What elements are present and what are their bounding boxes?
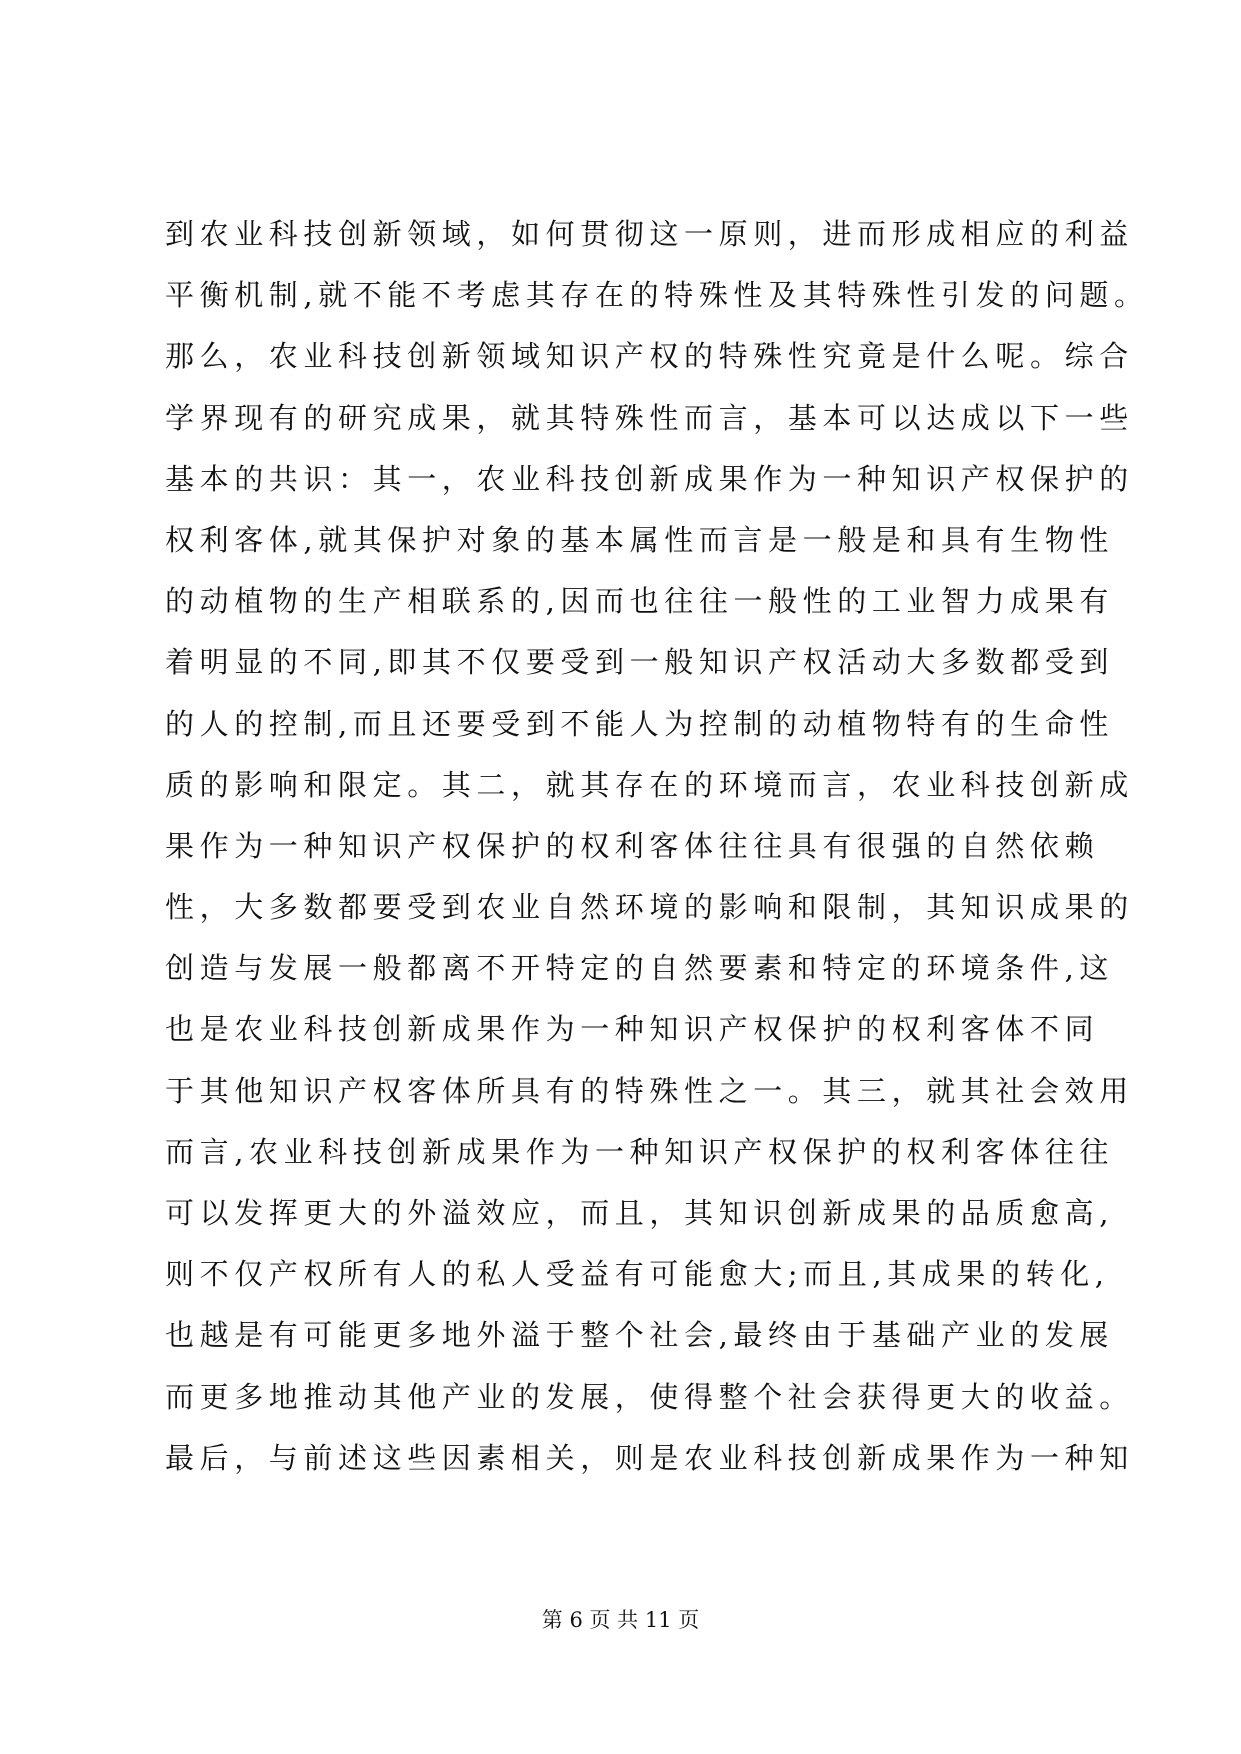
text-line: 质的影响和限定。其二，就其存在的环境而言，农业科技创新成 <box>165 767 1134 802</box>
text-line: 果作为一种知识产权保护的权利客体往往具有很强的自然依赖 <box>165 828 1100 863</box>
text-line: 最后，与前述这些因素相关，则是农业科技创新成果作为一种知 <box>165 1440 1134 1475</box>
text-line: 学界现有的研究成果，就其特殊性而言，基本可以达成以下一些 <box>165 400 1134 435</box>
text-line: 性，大多数都要受到农业自然环境的影响和限制，其知识成果的 <box>165 890 1134 925</box>
text-line: 也越是有可能更多地外溢于整个社会,最终由于基础产业的发展 <box>165 1318 1115 1353</box>
text-line: 基本的共识：其一，农业科技创新成果作为一种知识产权保护的 <box>165 461 1134 496</box>
text-line: 到农业科技创新领域，如何贯彻这一原则，进而形成相应的利益 <box>165 217 1134 251</box>
page-number-footer: 第 6 页 共 11 页 <box>541 1608 700 1632</box>
text-line: 着明显的不同,即其不仅要受到一般知识产权活动大多数都受到 <box>165 645 1115 680</box>
text-line: 那么，农业科技创新领域知识产权的特殊性究竟是什么呢。综合 <box>165 339 1134 374</box>
text-line: 权利客体,就其保护对象的基本属性而言是一般是和具有生物性 <box>165 522 1115 557</box>
body-text <box>165 204 1149 1489</box>
text-line: 的人的控制,而且还要受到不能人为控制的动植物特有的生命性 <box>165 706 1115 741</box>
text-line: 则不仅产权所有人的私人受益有可能愈大;而且,其成果的转化, <box>165 1257 1110 1292</box>
text-line: 于其他知识产权客体所具有的特殊性之一。其三，就其社会效用 <box>165 1073 1134 1108</box>
text-line: 而言,农业科技创新成果作为一种知识产权保护的权利客体往往 <box>165 1134 1115 1169</box>
text-line: 也是农业科技创新成果作为一种知识产权保护的权利客体不同 <box>165 1012 1100 1047</box>
text-line: 而更多地推动其他产业的发展，使得整个社会获得更大的收益。 <box>165 1379 1134 1414</box>
text-line: 平衡机制,就不能不考虑其存在的特殊性及其特殊性引发的问题。 <box>165 278 1149 313</box>
text-line: 的动植物的生产相联系的,因而也往往一般性的工业智力成果有 <box>165 584 1115 619</box>
text-line: 创造与发展一般都离不开特定的自然要素和特定的环境条件,这 <box>165 951 1115 986</box>
text-line: 可以发挥更大的外溢效应，而且，其知识创新成果的品质愈高, <box>165 1196 1115 1230</box>
